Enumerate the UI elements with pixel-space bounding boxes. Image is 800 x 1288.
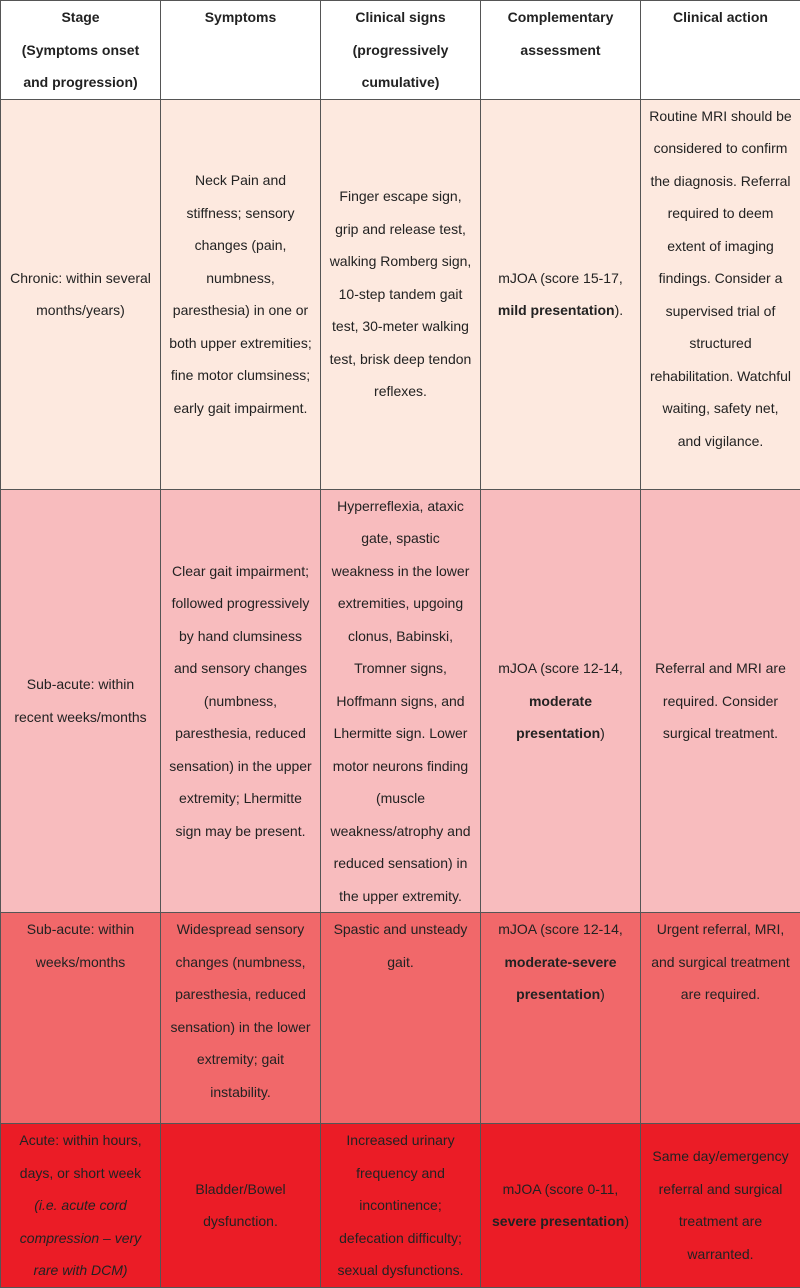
symptoms-cell: Bladder/Bowel dysfunction.	[161, 1124, 321, 1288]
signs-cell: Finger escape sign, grip and release test, walking Romberg sign, 10-step tandem gait test, 30-meter walking test, brisk deep tendon reflexes.	[321, 99, 481, 489]
stage-cell: Acute: within hours, days, or short week (i.e. acute cord compression – very rare with DCM)	[1, 1124, 161, 1288]
severity-label: moderate presentation	[516, 693, 600, 742]
symptoms-cell: Clear gait impairment; followed progressively by hand clumsiness and sensory changes (numbness, paresthesia, reduced sensation) in the upper extremity; Lhermitte sign may be present.	[161, 489, 321, 913]
severity-label: mild presentation	[498, 302, 615, 318]
assessment-cell: mJOA (score 15-17, mild presentation).	[481, 99, 641, 489]
signs-cell: Increased urinary frequency and incontinence; defecation difficulty; sexual dysfunctions.	[321, 1124, 481, 1288]
assessment-cell: mJOA (score 0-11, severe presentation)	[481, 1124, 641, 1288]
header-stage: Stage (Symptoms onset and progression)	[1, 1, 161, 100]
table-row-chronic	[1, 99, 800, 489]
header-symptoms: Symptoms	[161, 1, 321, 100]
symptoms-cell: Widespread sensory changes (numbness, paresthesia, reduced sensation) in the lower extremity; gait instability.	[161, 913, 321, 1124]
stage-cell: Sub-acute: within recent weeks/months	[1, 489, 161, 913]
severity-label: severe presentation	[492, 1213, 624, 1229]
header-row	[1, 1, 800, 100]
table-row-subacute	[1, 913, 800, 1124]
action-cell: Referral and MRI are required. Consider surgical treatment.	[641, 489, 800, 913]
symptoms-cell: Neck Pain and stiffness; sensory changes (pain, numbness, paresthesia) in one or both upper extremities; fine motor clumsiness; early gait impairment.	[161, 99, 321, 489]
signs-cell: Hyperreflexia, ataxic gate, spastic weakness in the lower extremities, upgoing clonus, Babinski, Tromner signs, Hoffmann signs, and Lhermitte sign. Lower motor neurons finding (muscle weakness/atrophy and reduced sensation) in the upper extremity.	[321, 489, 481, 913]
assessment-cell: mJOA (score 12-14, moderate presentation)	[481, 489, 641, 913]
table-row-subacute-recent	[1, 489, 800, 913]
severity-label: moderate-severe presentation	[504, 954, 616, 1003]
action-cell: Routine MRI should be considered to confirm the diagnosis. Referral required to deem extent of imaging findings. Consider a supervised trial of structured rehabilitation. Watchful waiting, safety net, and vigilance.	[641, 99, 800, 489]
assessment-cell: mJOA (score 12-14, moderate-severe presentation)	[481, 913, 641, 1124]
stage-cell: Sub-acute: within weeks/months	[1, 913, 161, 1124]
signs-cell: Spastic and unsteady gait.	[321, 913, 481, 1124]
stage-note: (i.e. acute cord compression – very rare with DCM)	[20, 1197, 141, 1278]
action-cell: Urgent referral, MRI, and surgical treatment are required.	[641, 913, 800, 1124]
header-clinical-action: Clinical action	[641, 1, 800, 100]
header-clinical-signs: Clinical signs (progressively cumulative)	[321, 1, 481, 100]
action-cell: Same day/emergency referral and surgical treatment are warranted.	[641, 1124, 800, 1288]
stage-cell: Chronic: within several months/years)	[1, 99, 161, 489]
header-complementary-assessment: Complementary assessment	[481, 1, 641, 100]
table-row-acute	[1, 1124, 800, 1288]
